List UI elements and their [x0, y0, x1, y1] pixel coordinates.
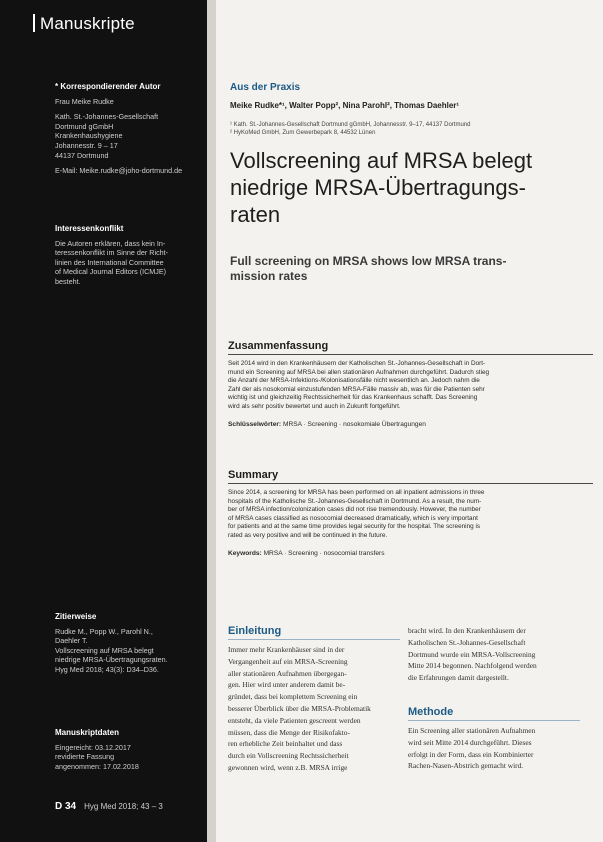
zusammenfassung-text: [228, 360, 593, 412]
sidebar-header-text: Manuskripte: [40, 14, 135, 33]
section-label: Aus der Praxis: [230, 82, 301, 93]
conflict-title: Interessenkonflikt: [55, 224, 124, 233]
conflict-line: linien des International Committee: [55, 257, 164, 267]
body-line: müssen, dass die Menge der Risikofakto-: [228, 727, 350, 737]
summary-text: [228, 489, 593, 541]
sidebar: [0, 0, 207, 842]
citation-line: Rudke M., Popp W., Parohl N.,: [55, 626, 153, 636]
zusammenfassung-heading: Zusammenfassung: [228, 340, 593, 355]
affiliations: [230, 121, 470, 137]
title-line: Vollscreening auf MRSA belegt: [230, 148, 533, 173]
abstract-line: Zahl der als nosokomial einzustufenden MRSA-Fälle massiv ab, was für die Patienten sehr: [228, 385, 485, 393]
keywords-label: Keywords:: [228, 549, 262, 557]
body-line: Mitte 2014 begonnen. Nachfolgend werden: [408, 661, 537, 671]
conflict-line: of Medical Journal Editors (ICMJE): [55, 267, 167, 277]
abstract-line: die Anzahl der MRSA-Infektions-/Kolonisationsfälle nicht wesentlich an. Jedoch nahm die: [228, 377, 480, 385]
manuscript-line: revidierte Fassung: [55, 752, 115, 762]
body-line: Rachen-Nasen-Abstrich gemacht wird.: [408, 761, 524, 771]
correspondence-line: Kath. St.-Johannes-Gesellschaft: [55, 112, 159, 122]
methode-column: [408, 706, 580, 772]
correspondence-line: Johannesstr. 9 – 17: [55, 140, 118, 150]
summary-line: Since 2014, a screening for MRSA has been performed on all inpatient admissions in three: [228, 489, 485, 496]
methode-text: [408, 725, 580, 772]
right-column-text: [408, 625, 580, 684]
article: [216, 0, 603, 842]
keywords-label: Schlüsselwörter:: [228, 420, 282, 428]
right-column: [408, 625, 580, 684]
page-footer: [55, 801, 163, 812]
summary-line: of MRSA cases classified as nosocomial decreased dramatically, which is very important: [228, 514, 478, 522]
conflict-line: Die Autoren erklären, dass kein In-: [55, 238, 166, 248]
summary-line: hospitals of the Katholische St.-Johannes-Gesellschaft in Dortmund. As a result, the num-: [228, 497, 482, 505]
journal-ref: Hyg Med 2018; 43 – 3: [84, 802, 163, 811]
body-line: ren erhebliche Zeit beinhaltet und dass: [228, 739, 343, 749]
page-gutter: [207, 0, 216, 842]
citation-line: Daehler T.: [55, 636, 88, 646]
body-line: gen. Hier wird unter anderem damit be-: [228, 680, 346, 690]
subtitle-line: Full screening on MRSA shows low MRSA trans-: [230, 254, 507, 268]
body-line: entsteht, da viele Patienten gescreent werden: [228, 715, 361, 725]
einleitung-heading: Einleitung: [228, 625, 400, 640]
body-line: gründet, dass bei komplettem Screening ein: [228, 692, 358, 702]
body-line: bracht wird. In den Krankenhäusern der: [408, 626, 526, 635]
subtitle-line: mission rates: [230, 269, 308, 283]
affiliation-line: ² HyKoMed GmbH, Zum Gewerbepark 8, 44532 Lünen: [230, 130, 376, 136]
correspondence-line: Dortmund gGmbH: [55, 121, 114, 131]
citation-line: Hyg Med 2018; 43(3): D34–D36.: [55, 664, 159, 674]
correspondence-line: Frau Meike Rudke: [55, 96, 114, 106]
conflict-line: besteht.: [55, 276, 81, 286]
sidebar-header: [33, 14, 135, 34]
manuscript-block: [55, 728, 205, 771]
body-line: gewonnen wird, wenn z.B. MRSA irrige: [228, 762, 348, 772]
abstract-line: wird als sehr positiv bewertet und auch in Zukunft fortgeführt.: [228, 402, 401, 410]
correspondence-title: * Korrespondierender Autor: [55, 82, 161, 91]
keywords: [228, 550, 593, 557]
affiliation-line: ¹ Kath. St.-Johannes-Gesellschaft Dortmund gGmbH, Johannesstr. 9–17, 44137 Dortmund: [230, 122, 471, 128]
correspondence-line: 44137 Dortmund: [55, 150, 109, 160]
article-title: [230, 147, 590, 228]
summary-line: rated as very positive and will be continued in the future.: [228, 531, 388, 539]
body-line: Vergangenheit auf ein MRSA-Screening: [228, 656, 348, 666]
manuscript-line: angenommen: 17.02.2018: [55, 761, 139, 771]
summary-line: for patients and at the same time provides legal security for the hospital. The screening is: [228, 523, 481, 531]
email-link[interactable]: E-Mail: Meike.rudke@joho-dortmund.de: [55, 166, 183, 176]
manuscript-title: Manuskriptdaten: [55, 728, 120, 737]
schluesselwoerter: [228, 421, 593, 428]
citation-title: Zitierweise: [55, 612, 97, 621]
body-line: aller stationären Aufnahmen übergegan-: [228, 668, 347, 678]
body-line: Ein Screening aller stationären Aufnahmen: [408, 726, 536, 735]
keywords-value: MRSA · Screening · nosokomiale Übertragungen: [282, 420, 426, 428]
body-line: erfolgt in der Form, dass ein Kombinierter: [408, 749, 534, 759]
abstract-line: Seit 2014 wird in den Krankenhäusern der Katholischen St.-Johannes-Gesellschaft in Dort-: [228, 360, 486, 367]
citation-block: [55, 612, 205, 675]
body-line: besserer Überblick über die MRSA-Problematik: [228, 703, 371, 713]
body-line: wird seit Mitte 2014 durchgeführt. Dieses: [408, 737, 532, 747]
summary-line: ber of MRSA infection/colonization cases did not rise tremendously. However, the number: [228, 506, 481, 514]
summary-heading: Summary: [228, 469, 593, 484]
methode-heading: Methode: [408, 706, 580, 721]
citation-line: Vollscreening auf MRSA belegt: [55, 645, 154, 655]
body-line: die Erfahrungen damit dargestellt.: [408, 673, 509, 683]
correspondence-line: Krankenhaushygiene: [55, 131, 123, 141]
summary-box: [228, 469, 593, 557]
conflict-block: [55, 224, 205, 287]
title-line: raten: [230, 202, 281, 227]
correspondence-block: [55, 82, 205, 176]
zusammenfassung-box: [228, 340, 593, 428]
abstract-line: mund ein Screening auf MRSA bei allen stationären Aufnahmen durchgeführt. Dadurch stieg: [228, 368, 490, 376]
keywords-value: MRSA · Screening · nosocomial transfers: [263, 549, 385, 557]
page-number: D 34: [55, 801, 77, 812]
citation-line: niedrige MRSA-Übertragungsraten.: [55, 655, 168, 665]
conflict-line: teressenkonflikt im Sinne der Richt-: [55, 248, 169, 258]
manuscript-line: Eingereicht: 03.12.2017: [55, 742, 131, 752]
abstract-line: wichtig ist und gleichzeitig Rechtssicherheit für das Krankenhaus schafft. Das Screening: [228, 394, 478, 402]
body-line: Dortmund wurde ein MRSA-Vollscreening: [408, 649, 536, 659]
article-subtitle: [230, 254, 590, 284]
body-line: durch ein Vollscreening Rechtssicherheit: [228, 751, 349, 761]
einleitung-column: [228, 625, 400, 774]
header-bar: [33, 14, 35, 32]
body-line: Katholischen St.-Johannes-Gesellschaft: [408, 637, 526, 647]
body-line: Immer mehr Krankenhäuser sind in der: [228, 645, 345, 654]
einleitung-text: [228, 644, 400, 774]
authors: Meike Rudke*¹, Walter Popp², Nina Parohl², Thomas Daehler¹: [230, 101, 460, 110]
title-line: niedrige MRSA-Übertragungs-: [230, 175, 526, 200]
